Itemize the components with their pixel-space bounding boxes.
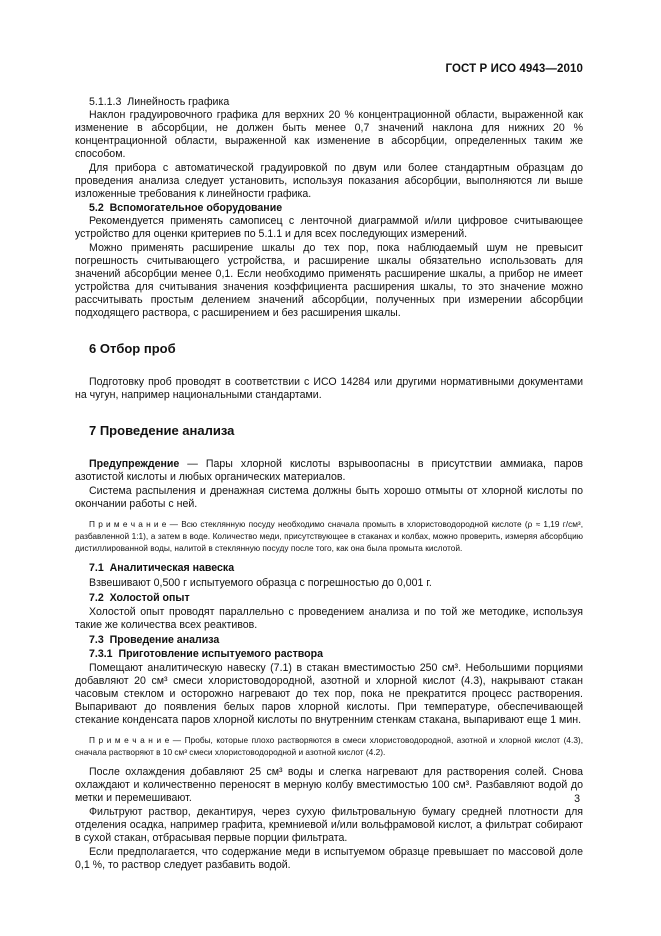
clause-number: 5.1.1.3 [89,96,122,108]
paragraph: Можно применять расширение шкалы до тех пор, пока наблюдаемый шум не превысит погрешность считывающего устройства, и расширение шкалы обязательно использовать для значений абсорбции менее 0,1. Если необходимо применять расширение шкалы, а прибор не имеет устройства для считывания значения коэффициента расширения шкалы, то это значение можно рассчитывать простым делением значений абсорбции, полученных при измерении абсорбции подходящего раствора, с расширением и без расширения шкалы. [75,242,583,319]
paragraph: Холостой опыт проводят параллельно с проведением анализа и по той же методике, используя такие же количества всех реактивов. [75,606,583,631]
note-text: — Пробы, которые плохо растворяются в смеси хлористоводородной, азотной и хлорной кислот (4.3), сначала растворяют в 10 см³ смеси хлористоводородной и азотной кислот (4.2). [75,735,584,757]
clause-number: 7.3.1 [89,648,113,660]
standard-header: ГОСТ Р ИСО 4943—2010 [445,63,583,75]
clause-7-3-1-title [75,648,583,661]
clause-title: Аналитическая навеска [109,562,235,574]
clause-title: Линейность графика [127,96,230,108]
warning-label: Предупреждение [89,458,180,470]
section-7-heading: 7 Проведение анализа [89,423,235,438]
paragraph: Для прибора с автоматической градуировкой по двум или более стандартным образцам до проведения анализа следует установить, используя показания абсорбции, выполняются ли выше изложенные требования к линейности графика. [75,162,583,200]
paragraph: Наклон градуировочного графика для верхних 20 % концентрационной области, выраженной как изменение в абсорбции, не должен быть менее 0,7 значений наклона для нижних 20 % концентрационной области, выраженной как изменение в абсорбции, определенных таким же способом. [75,109,583,160]
paragraph: Система распыления и дренажная система должны быть хорошо отмыты от хлорной кислоты по окончании работы с ней. [75,485,583,510]
note [75,518,583,554]
clause-number: 7.3 [89,634,104,646]
paragraph: Рекомендуется применять самописец с ленточной диаграммой и/или цифровое считывающее устройство для оценки критериев по 5.1.1 и для всех последующих измерений. [75,215,583,240]
paragraph: Если предполагается, что содержание меди в испытуемом образце превышает по массовой доле 0,1 %, то раствор следует разбавить водой. [75,846,583,871]
clause-5-1-1-3-title [75,96,583,109]
clause-7-2-title [75,592,583,605]
clause-7-3-title [75,634,583,647]
clause-5-2-title [75,202,583,215]
clause-number: 7.1 [89,562,104,574]
paragraph: Подготовку проб проводят в соответствии с ИСО 14284 или другими нормативными документами на чугун, например национальными стандартами. [75,376,583,401]
note-label: П р и м е ч а н и е [89,519,167,529]
note-text: — Всю стеклянную посуду необходимо сначала промыть в хлористоводородной кислоте (ρ ≈ 1,19 г/см³, разбавленной 1:1), а затем в воде. Количество меди, присутствующее в стаканах и колбах, можно проверить, измеряя абсорбцию дистиллированной воды, налитой в стеклянную посуду после того, как она была промыта кислотой. [75,519,584,553]
paragraph: Взвешивают 0,500 г испытуемого образца с погрешностью до 0,001 г. [89,577,432,589]
clause-title: Холостой опыт [109,592,190,604]
warning-text: — Пары хлорной кислоты взрывоопасны в присутствии аммиака, паров азотистой кислоты и любых органических материалов. [75,458,583,483]
page-number: 3 [574,793,580,805]
paragraph: Фильтруют раствор, декантируя, через сухую фильтровальную бумагу средней плотности для отделения осадка, например графита, кремниевой и/или вольфрамовой кислот, а фильтрат собирают в сухой стакан, отбрасывая первые порции фильтрата. [75,806,583,844]
clause-title: Проведение анализа [109,634,220,646]
clause-number: 5.2 [89,202,104,214]
warning-paragraph [75,458,583,484]
clause-number: 7.2 [89,592,104,604]
clause-7-1-title [75,562,583,575]
paragraph: После охлаждения добавляют 25 см³ воды и слегка нагревают для растворения солей. Снова охлаждают и количественно переносят в мерную колбу вместимостью 100 см³. Разбавляют водой до метки и перемешивают. [75,766,583,804]
note-label: П р и м е ч а н и е [89,735,170,745]
paragraph: Помещают аналитическую навеску (7.1) в стакан вместимостью 250 см³. Небольшими порциями добавляют 20 см³ смеси хлористоводородной, азотной и хлорной кислот (4.3), накрывают стакан часовым стеклом и осторожно нагревают до тех пор, пока не прекратится процесс растворения. Выпаривают до появления белых паров хлорной кислоты. При температуре, обеспечивающей стекание конденсата паров хлорной кислоты по внутренним стенкам стакана, выпаривают еще 1 мин. [75,662,583,726]
note [75,734,583,758]
section-6-heading: 6 Отбор проб [89,341,176,356]
clause-title: Вспомогательное оборудование [109,202,283,214]
clause-title: Приготовление испытуемого раствора [118,648,323,660]
page-content [75,96,583,872]
